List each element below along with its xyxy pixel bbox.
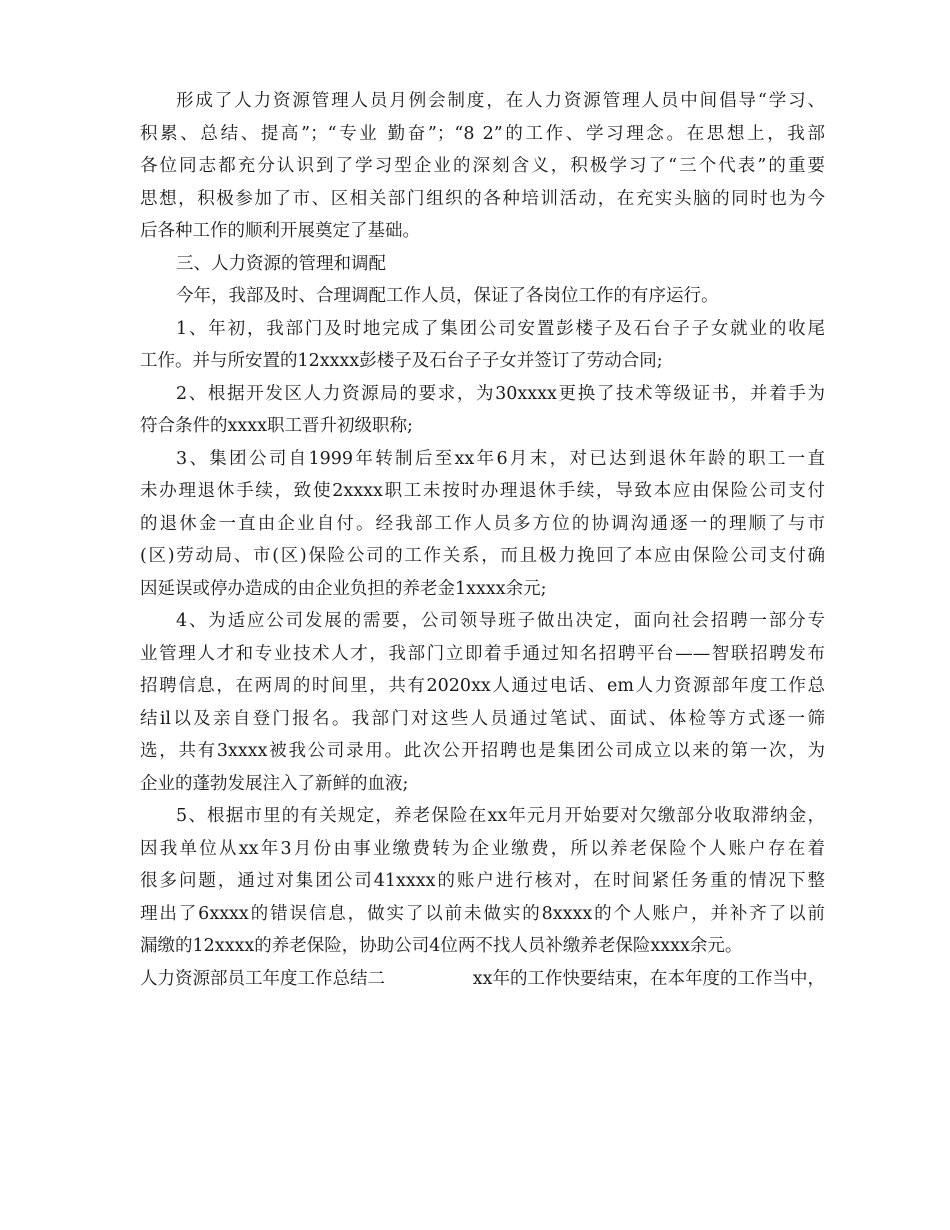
text-line: 积累、总结、提高”；“专业 勤奋”；“8 2”的工作、学习理念。在思想上，我部 <box>140 123 825 144</box>
text-line: 工作。并与所安置的12xxxx彭楼子及石台子子女并签订了劳动合同; <box>140 351 663 371</box>
text-line: 招聘信息，在两周的时间里，共有2020xx人通过电话、em人力资源部年度工作总 <box>140 676 825 696</box>
text-line: 选，共有3xxxx被我公司录用。此次公开招聘也是集团公司成立以来的第一次，为 <box>140 741 825 761</box>
text-line: 3、集团公司自1999年转制后至xx年6月末，对已达到退休年龄的职工一直 <box>176 448 825 469</box>
text-line: 的退休金一直由企业自付。经我部工作人员多方位的协调沟通逐一的理顺了与市 <box>140 513 825 534</box>
text-line: 1、年初，我部门及时地完成了集团公司安置彭楼子及石台子子女就业的收尾 <box>176 318 825 339</box>
text-line: 5、根据市里的有关规定，养老保险在xx年元月开始要对欠缴部分收取滞纳金， <box>176 806 825 826</box>
text-line: 4、为适应公司发展的需要，公司领导班子做出决定，面向社会招聘一部分专 <box>176 611 825 631</box>
text-line: 业管理人才和专业技术人才，我部门立即着手通过知名招聘平台——智联招聘发布 <box>140 643 825 664</box>
text-fragment: xx年的工作快要结束，在本年度的工作当中， <box>472 968 825 989</box>
text-line: 后各种工作的顺利开展奠定了基础。 <box>140 221 420 241</box>
text-line: 形成了人力资源管理人员月例会制度，在人力资源管理人员中间倡导“学习、 <box>176 91 825 111</box>
text-line: 各位同志都充分认识到了学习型企业的深刻含义，积极学习了“三个代表”的重要 <box>140 156 825 176</box>
text-line: 漏缴的12xxxx的养老保险，协助公司4位两不找人员补缴养老保险xxxx余元。 <box>140 936 743 956</box>
document-page <box>140 85 825 995</box>
text-line: (区)劳动局、市(区)保险公司的工作关系，而且极力挽回了本应由保险公司支付确 <box>140 546 825 566</box>
text-line: 理出了6xxxx的错误信息，做实了以前未做实的8xxxx的个人账户，并补齐了以前 <box>140 903 825 924</box>
text-line: 2、根据开发区人力资源局的要求，为30xxxx更换了技术等级证书，并着手为 <box>176 383 825 404</box>
text-line: 思想，积极参加了市、区相关部门组织的各种培训活动，在充实头脑的同时也为今 <box>140 188 825 209</box>
final-line <box>140 963 825 996</box>
section-heading: 三、人力资源的管理和调配 <box>176 253 386 274</box>
text-line: 今年，我部及时、合理调配工作人员，保证了各岗位工作的有序运行。 <box>176 286 719 306</box>
text-line: 未办理退休手续，致使2xxxx职工未按时办理退休手续，导致本应由保险公司支付 <box>140 481 825 501</box>
text-line: 符合条件的xxxx职工晋升初级职称; <box>140 416 413 436</box>
text-line: 结il以及亲自登门报名。我部门对这些人员通过笔试、面试、体检等方式逐一筛 <box>140 708 825 729</box>
text-line: 因延误或停办造成的由企业负担的养老金1xxxx余元; <box>140 578 547 599</box>
document-subtitle: 人力资源部员工年度工作总结二 <box>140 968 385 989</box>
text-line: 因我单位从xx年3月份由事业缴费转为企业缴费，所以养老保险个人账户存在着 <box>140 838 825 859</box>
text-line: 很多问题，通过对集团公司41xxxx的账户进行核对，在时间紧任务重的情况下整 <box>140 871 825 891</box>
text-line: 企业的蓬勃发展注入了新鲜的血液; <box>140 773 409 794</box>
